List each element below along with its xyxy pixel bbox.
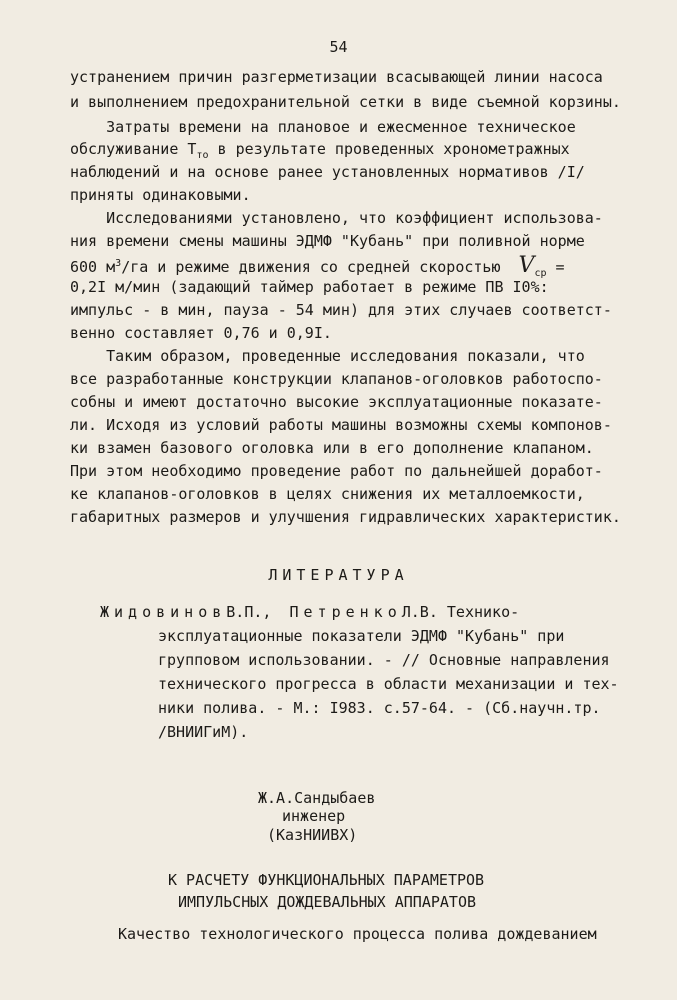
reference-author-1: Жидовинов xyxy=(100,603,227,621)
symbol-v-subscript: ср xyxy=(534,268,547,279)
symbol-t: T xyxy=(187,140,197,158)
body-line: ки взамен базового оголовка или в его дополнение клапаном. xyxy=(70,439,594,457)
article-title-line-1: К РАСЧЕТУ ФУНКЦИОНАЛЬНЫХ ПАРАМЕТРОВ xyxy=(168,871,485,889)
reference-line: технического прогресса в области механизации и тех- xyxy=(158,675,619,693)
body-line: ке клапанов-оголовков в целях снижения их металлоемкости, xyxy=(70,485,585,503)
reference-title-start: Технико- xyxy=(446,603,520,621)
reference-line: эксплуатационные показатели ЭДМФ "Кубань" при xyxy=(158,627,565,645)
body-line: ния времени смены машины ЭДМФ "Кубань" при поливной норме xyxy=(70,232,585,250)
equals-sign: = xyxy=(555,258,565,276)
body-line: Исследованиями установлено, что коэффициент использова- xyxy=(70,209,603,227)
reference-line: /ВНИИГиМ). xyxy=(158,723,249,741)
reference-initials-1: В.П., xyxy=(226,603,272,621)
body-line: наблюдений и на основе ранее установленных нормативов /I/ xyxy=(70,163,585,181)
body-line: и выполнением предохранительной сетки в виде съемной корзины. xyxy=(70,93,621,111)
body-line: венно составляет 0,76 и 0,9I. xyxy=(70,324,332,342)
article-author: Ж.А.Сандыбаев xyxy=(258,789,376,807)
symbol-v: V xyxy=(518,253,535,278)
body-line: ли. Исходя из условий работы машины возможны схемы компонов- xyxy=(70,416,612,434)
body-line: приняты одинаковыми. xyxy=(70,186,251,204)
reference-line: групповом использовании. - // Основные направления xyxy=(158,651,610,669)
reference-author-2: Петренко xyxy=(289,603,402,621)
body-line: собны и имеют достаточно высокие эксплуатационные показате- xyxy=(70,393,603,411)
body-line: габаритных размеров и улучшения гидравлических характеристик. xyxy=(70,508,621,526)
body-line: устранением причин разгерметизации всасывающей линии насоса xyxy=(70,68,603,86)
body-line: При этом необходимо проведение работ по дальнейшей доработ- xyxy=(70,462,603,480)
symbol-t-subscript: то xyxy=(196,150,209,161)
body-line-text: обслуживание xyxy=(70,140,179,158)
body-line-tt xyxy=(70,140,570,165)
norm-mid: /га и режиме движения со средней скоростью xyxy=(121,258,501,276)
norm-exponent: 3 xyxy=(115,258,122,269)
literature-heading: ЛИТЕРАТУРА xyxy=(268,566,409,584)
article-author-position: инженер xyxy=(282,807,346,825)
reference-line: ники полива. - М.: I983. с.57-64. - (Сб.научн.тр. xyxy=(158,699,601,717)
body-line: импульс - в мин, пауза - 54 мин) для этих случаев соответст- xyxy=(70,301,612,319)
reference-first-line xyxy=(100,603,519,621)
page-number: 54 xyxy=(329,38,348,56)
body-line-text: в результате проведенных хронометражных xyxy=(217,140,570,158)
body-line: Таким образом, проведенные исследования показали, что xyxy=(70,347,585,365)
reference-initials-2: Л.В. xyxy=(401,603,438,621)
article-organization: (КазНИИВХ) xyxy=(267,826,358,844)
norm-head: 600 м xyxy=(70,258,116,276)
article-title-line-2: ИМПУЛЬСНЫХ ДОЖДЕВАЛЬНЫХ АППАРАТОВ xyxy=(178,893,477,911)
body-line: Затраты времени на плановое и ежесменное техническое xyxy=(70,118,576,136)
body-line: все разработанные конструкции клапанов-оголовков работоспо- xyxy=(70,370,603,388)
article-first-line: Качество технологического процесса полива дождеванием xyxy=(118,925,597,943)
body-line: 0,2I м/мин (задающий таймер работает в режиме ПВ I0%: xyxy=(70,278,549,296)
